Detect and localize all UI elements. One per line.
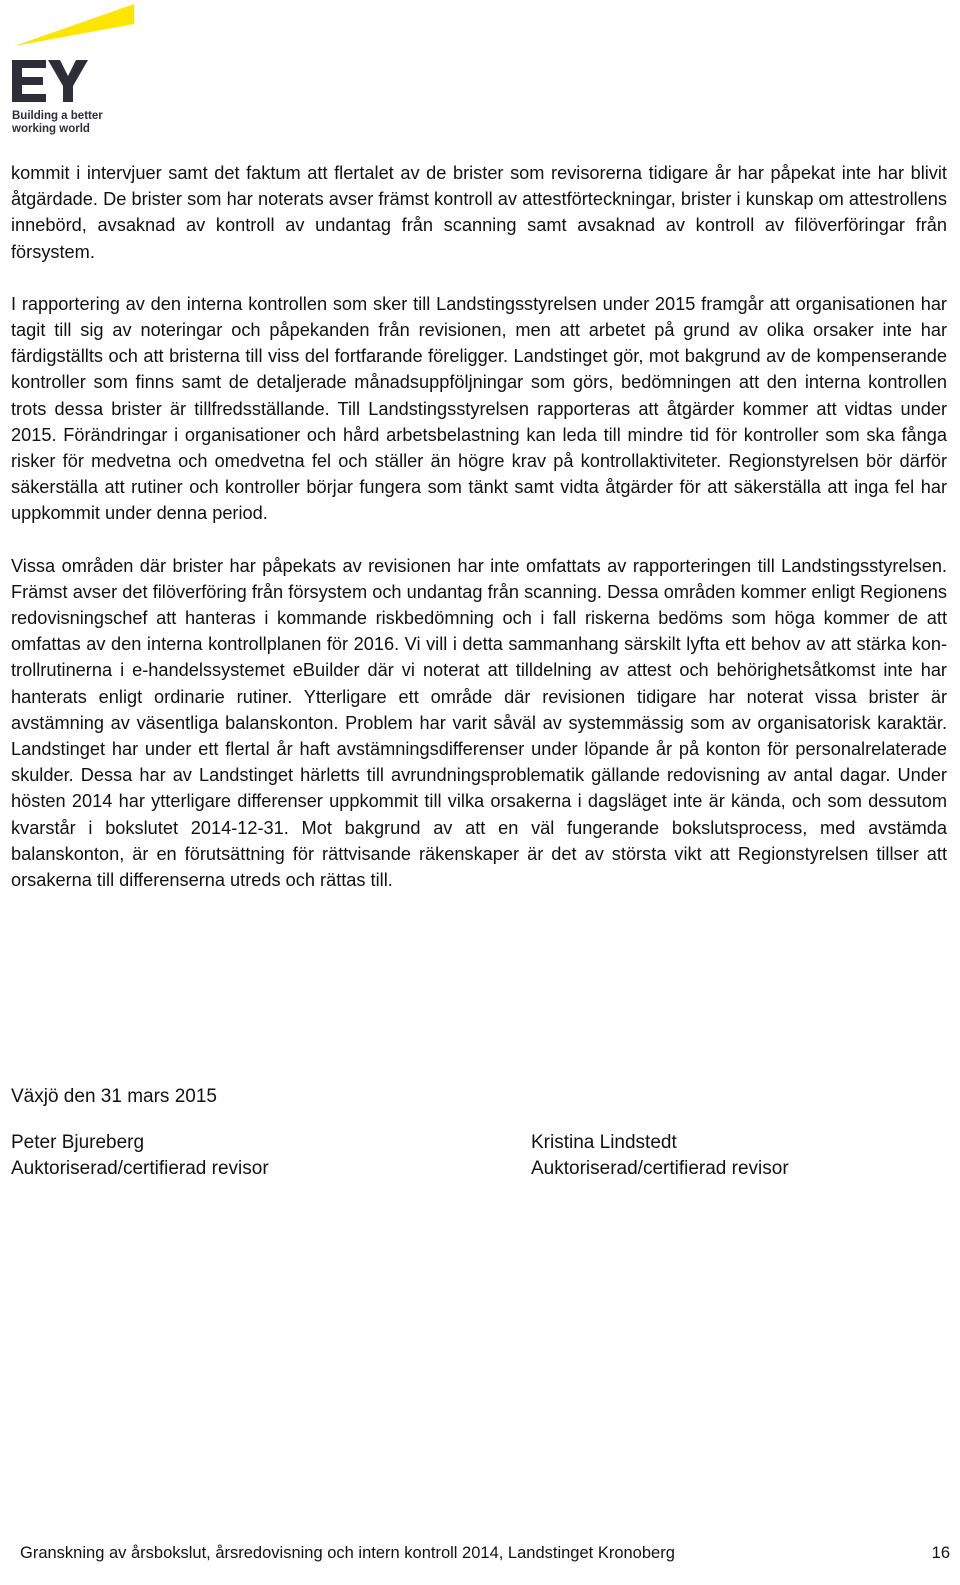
signer-title: Auktoriserad/certifierad revisor (531, 1158, 789, 1179)
ey-logo-letter-e (12, 60, 46, 102)
page-number: 16 (931, 1544, 950, 1562)
signer-name: Kristina Lindstedt (531, 1132, 677, 1153)
ey-tagline-line1: Building a better (12, 110, 103, 122)
signers (11, 1130, 947, 1190)
ey-logo-tagline (12, 110, 142, 136)
signature-block (11, 1084, 947, 1190)
signer-right (531, 1130, 789, 1182)
place-date: Växjö den 31 mars 2015 (11, 1086, 217, 1107)
signer-title: Auktoriserad/certifierad revisor (11, 1158, 269, 1179)
ey-logo-letter-y (48, 60, 88, 102)
ey-logo-mark (10, 4, 140, 108)
paragraph-2: I rapportering av den interna kontrollen som sker till Landstingsstyrelsen under 2015 framgår att organisationen har tagit till sig av noteringar och påpekanden från revisionen, men att arbetet på grund av olika orsaker inte har färdigställts och att bristerna till viss del fortfarande föreligger. Landstinget gör, mot bakgrund av de kompenserande kontroller som finns samt de detaljerade månadsuppföljningar som görs, bedömningen att den interna kontrollen trots dessa brister är tillfredsställande. Till Landstingsstyrelsen rapporteras att åtgärder kommer att vidtas under 2015. Förändringar i organisationer och hård arbetsbelastning kan leda till mindre tid för kontroller som ska fånga risker för medvetna och omedvetna fel och ställer än högre krav på kontrollaktiviteter. Regionstyrelsen bör därför säkerställa att rutiner och kontroller börjar fungera som tänkt samt vidta åtgärder för att säkerställa att inga fel har uppkommit under denna period. (11, 293, 947, 524)
ey-tagline-line2: working world (12, 123, 90, 135)
paragraph-3: Vissa områden där brister har påpekats av revisionen har inte omfattats av rapporteringen till Landstingsstyrelsen. Främst avser det filöverföring från försystem och undantag från scanning. Dessa områden kommer enligt Regionens redovisningschef att hanteras i kommande riskbedömning och i fall riskerna bedöms som höga kommer de att omfattas av den interna kontrollplanen för 2016. Vi vill i detta sammanhang särskilt lyfta ett behov av att stärka kontrollrutinerna i e-handelssystemet eBuilder där vi noterat att tilldelning av attest och behörighetsåtkomst inte har hanterats enligt ordinarie rutiner. Ytterligare ett område där revisionen tidigare har noterat vissa brister är avstämning av väsentliga balanskonton. Problem har varit såväl av systemmässig som av organisatorisk karaktär. Landstinget har under ett flertal år haft avstämningsdifferenser under löpande år på konton för personalrelaterade skulder. Dessa har av Landstinget härletts till avrundningsproblematik gällande redovisning av antal dagar. Under hösten 2014 har ytterligare differenser uppkommit till vilka orsakerna i dagsläget inte är kända, och som dessutom kvarstår i bokslutet 2014-12-31. Mot bakgrund av att en väl fungerande bokslutsprocess, med avstämda balanskonton, är en förutsättning för rättvisande räkenskaper är det av största vikt att Regionstyrelsen tillser att orsakerna till differenserna utreds och rättas till. (11, 555, 947, 891)
ey-logo-beam (14, 4, 134, 46)
paragraph-1: kommit i intervjuer samt det faktum att flertalet av de brister som revisorerna tidigare år har påpekat inte har blivit åtgärdade. De brister som har noterats avser främst kontroll av attestförteckningar, brister i kunskap om attestrollens innebörd, avsaknad av kontroll av undantag från scanning samt avsaknad av kontroll av filöverföringar från försystem. (11, 163, 947, 262)
ey-logo (10, 4, 140, 140)
footer-title: Granskning av årsbokslut, årsredovisning och intern kontroll 2014, Landstinget Kronoberg (20, 1544, 675, 1562)
signer-name: Peter Bjureberg (11, 1132, 145, 1153)
signer-left (11, 1130, 269, 1182)
report-body (11, 160, 947, 919)
